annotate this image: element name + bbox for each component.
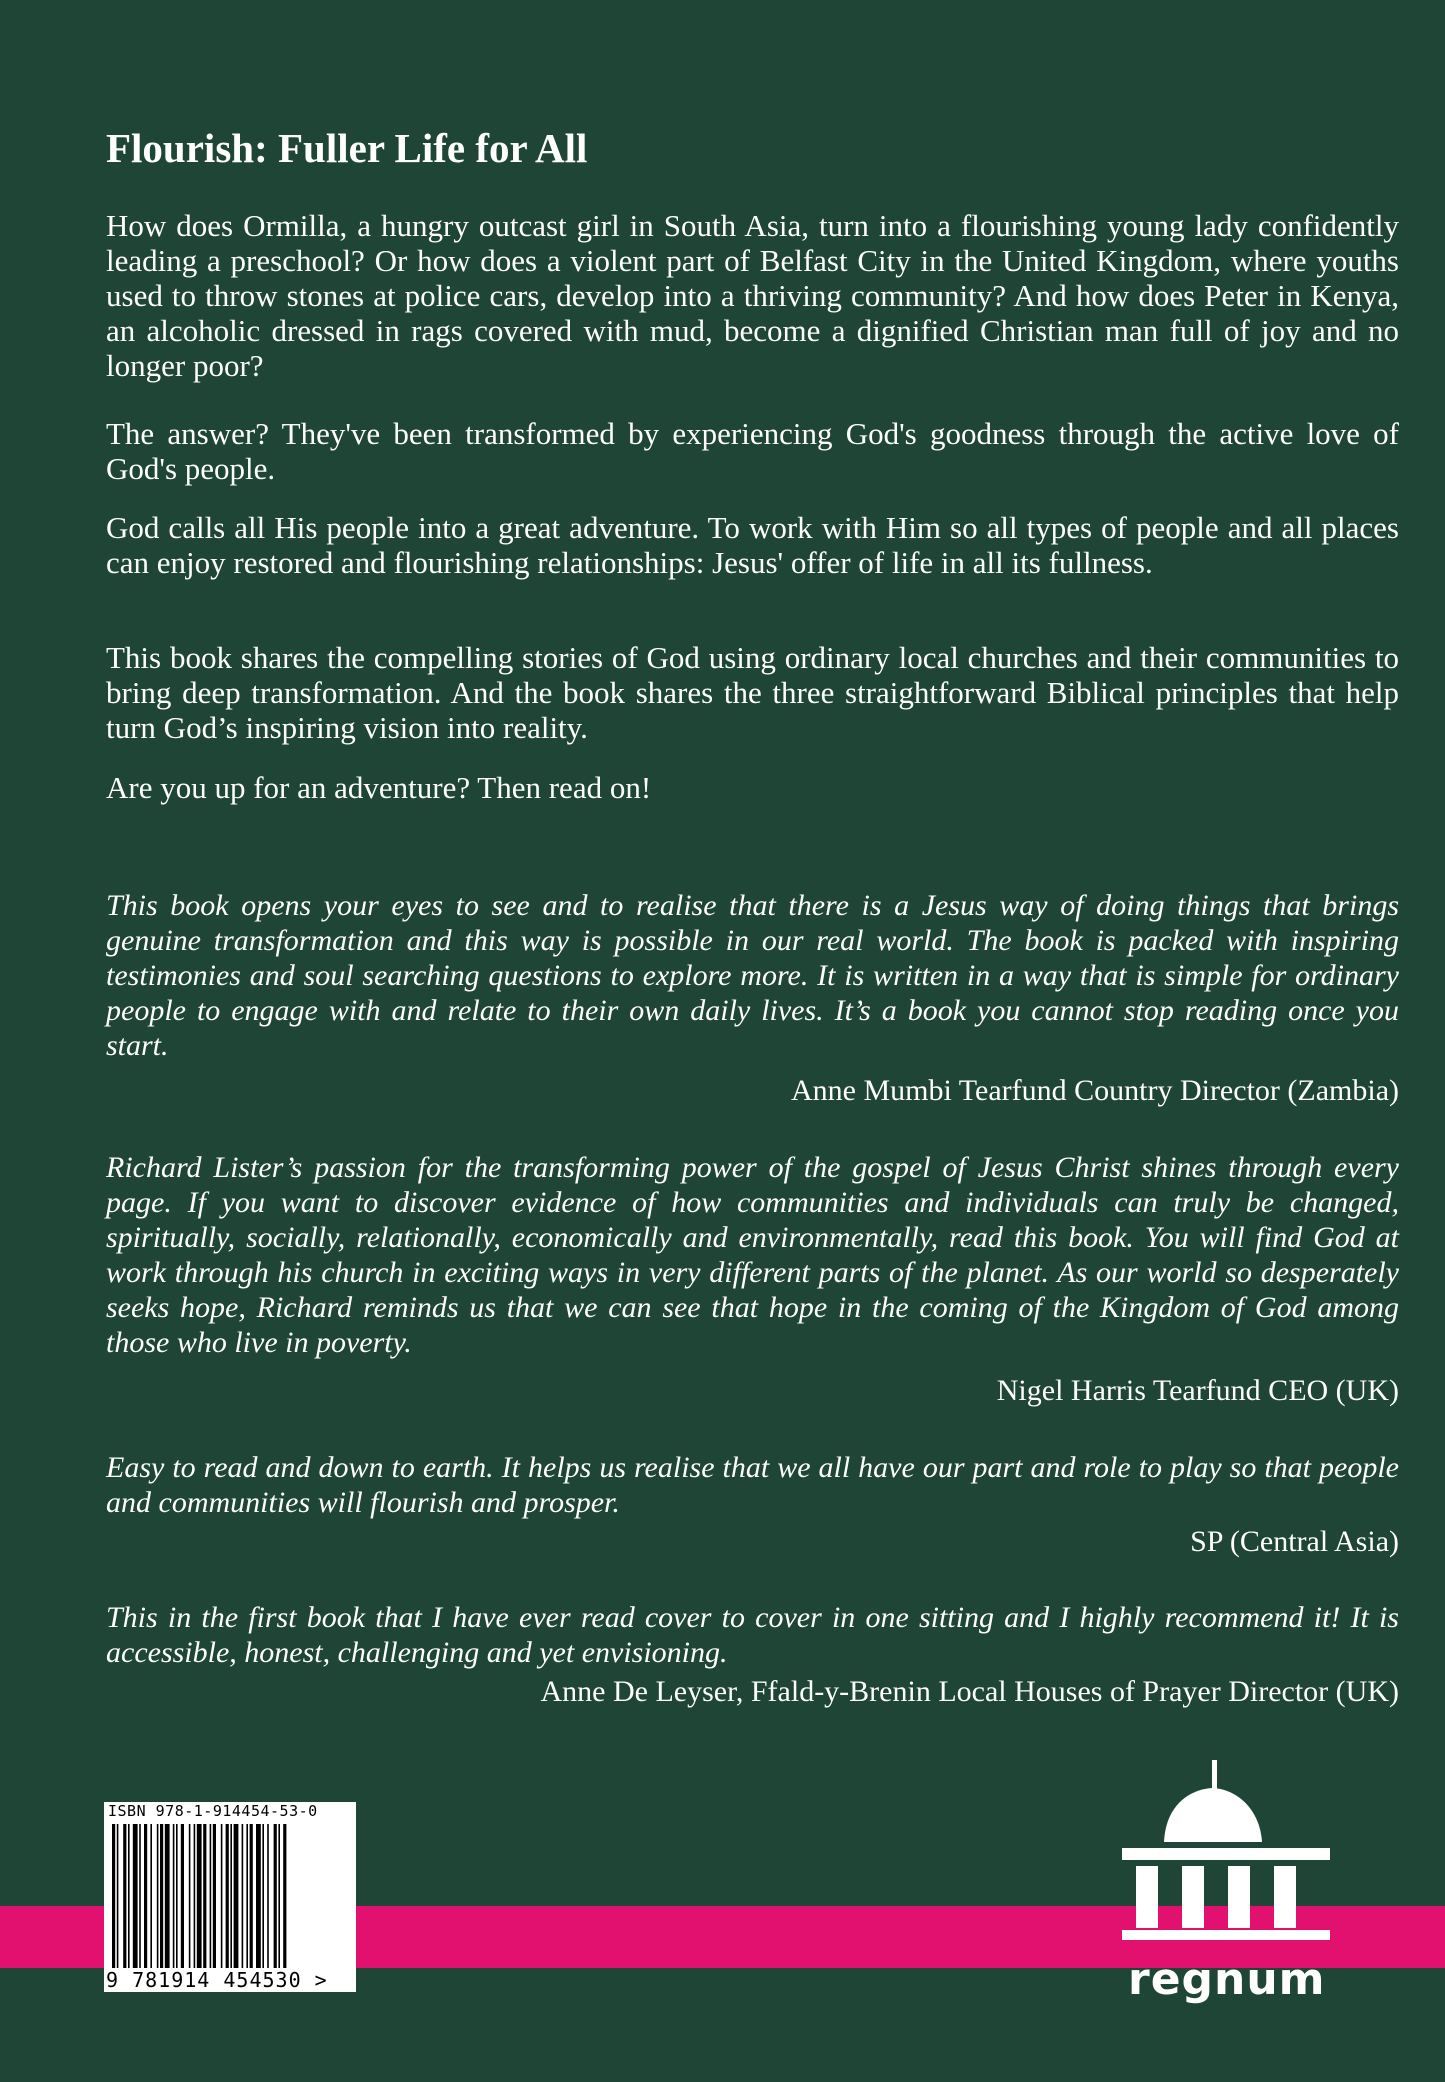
barcode-bar: [267, 1824, 269, 1968]
endorsement-attribution-1: Anne Mumbi Tearfund Country Director (Zambia): [790, 1074, 1399, 1107]
blurb-paragraph-4: This book shares the compelling stories of God using ordinary local churches and their communities to bring deep transformation. And the book shares the three straightforward Biblical principles that help turn God’s inspiring vision into reality.: [106, 640, 1399, 745]
endorsement-quote-4: This in the first book that I have ever read cover to cover in one sitting and I highly recommend it! It is accessible, honest, challenging and yet envisioning.: [106, 1601, 1399, 1669]
isbn-barcode: [104, 1802, 356, 1992]
barcode-bar: [144, 1824, 147, 1968]
barcode-bar: [274, 1824, 277, 1968]
barcode-bar: [181, 1824, 184, 1968]
barcode-bar: [250, 1824, 253, 1968]
barcode-bar: [160, 1824, 163, 1968]
barcode-bar: [242, 1824, 244, 1968]
barcode-bar: [123, 1824, 126, 1968]
endorsement-attribution-3: SP (Central Asia): [1190, 1525, 1399, 1558]
barcode-bar: [246, 1824, 248, 1968]
blurb-paragraph-5: Are you up for an adventure? Then read on!: [106, 770, 652, 805]
regnum-building-icon: [1110, 1760, 1340, 1960]
barcode-bar: [197, 1824, 202, 1968]
endorsement-quote-2: Richard Lister’s passion for the transforming power of the gospel of Jesus Christ shines through every page. If you want to discover evidence of how communities and individuals can truly be changed, spiritually, socially, relationally, economically and environmentally, read this book. You will find God at work through his church in exciting ways in very different parts of the planet. As our world so desperately seeks hope, Richard reminds us that we can see that hope in the coming of the Kingdom of God among those who live in poverty.: [106, 1151, 1399, 1359]
endorsement-attribution-4: Anne De Leyser, Ffald-y-Brenin Local Houses of Prayer Director (UK): [540, 1675, 1399, 1708]
book-title: Flourish: Fuller Life for All: [106, 125, 588, 171]
barcode-bar: [226, 1824, 229, 1968]
barcode-bar: [256, 1824, 261, 1968]
barcode-bar: [133, 1824, 138, 1968]
barcode-bar: [112, 1824, 115, 1968]
barcode-bar: [189, 1824, 191, 1968]
barcode-bar: [213, 1824, 216, 1968]
barcode-bar: [234, 1824, 239, 1968]
barcode-bar: [221, 1824, 223, 1968]
barcode-bar: [139, 1824, 141, 1968]
barcode-bars: [110, 1824, 350, 1968]
barcode-bar: [117, 1824, 119, 1968]
endorsement-quote-1: This book opens your eyes to see and to realise that there is a Jesus way of doing things that brings genuine transformation and this way is possible in our real world. The book is packed with inspiring testimonies and soul searching questions to explore more. It is written in a way that is simple for ordinary people to engage with and relate to their own daily lives. It’s a book you cannot stop reading once you start.: [106, 889, 1399, 1062]
barcode-bar: [150, 1824, 152, 1968]
endorsement-quote-3: Easy to read and down to earth. It helps us realise that we all have our part and role to play so that people and communities will flourish and prosper.: [106, 1451, 1399, 1519]
blurb-paragraph-2: The answer? They've been transformed by experiencing God's goodness through the active love of God's people.: [106, 416, 1399, 486]
barcode-bar: [194, 1824, 196, 1968]
barcode-bar: [283, 1824, 286, 1968]
barcode-bar: [203, 1824, 206, 1968]
barcode-bar: [165, 1824, 170, 1968]
barcode-bar: [210, 1824, 212, 1968]
barcode-bar: [176, 1824, 178, 1968]
barcode-bar: [230, 1824, 232, 1968]
isbn-digits: 9 781914 454530 >: [106, 1968, 328, 1992]
blurb-paragraph-3: God calls all His people into a great adventure. To work with Him so all types of people and all places can enjoy restored and flourishing relationships: Jesus' offer of life in all its fullness.: [106, 510, 1399, 580]
isbn-label: ISBN 978-1-914454-53-0: [108, 1802, 318, 1820]
barcode-bar: [128, 1824, 130, 1968]
blurb-paragraph-1: How does Ormilla, a hungry outcast girl in South Asia, turn into a flourishing young lady confidently leading a preschool? Or how does a violent part of Belfast City in the United Kingdom, where youths used to throw stones at police cars, develop into a thriving community? And how does Peter in Kenya, an alcoholic dressed in rags covered with mud, become a dignified Christian man full of joy and no longer poor?: [106, 208, 1399, 383]
barcode-bar: [262, 1824, 264, 1968]
barcode-bar: [157, 1824, 159, 1968]
barcode-bar: [173, 1824, 175, 1968]
barcode-bar: [278, 1824, 280, 1968]
endorsement-attribution-2: Nigel Harris Tearfund CEO (UK): [996, 1374, 1399, 1407]
publisher-name: regnum: [1128, 1954, 1326, 2005]
